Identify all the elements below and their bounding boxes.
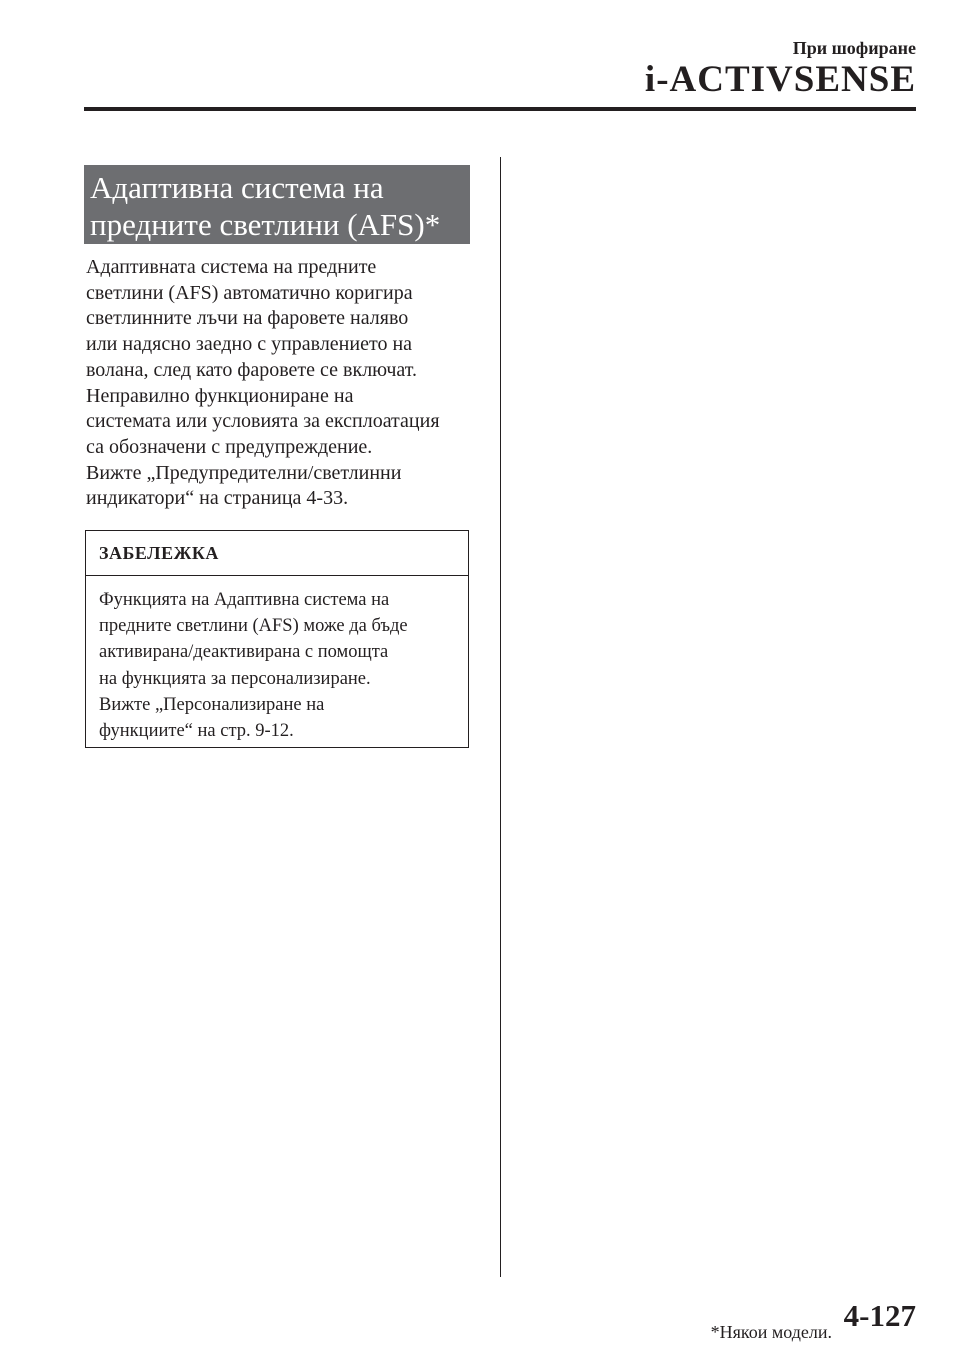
note-line: активирана/деактивирана с помощта [99, 642, 389, 663]
body-line: Неправилно функциониране на [86, 384, 354, 407]
header-rule [84, 107, 916, 111]
body-line: Адаптивната система на предните [86, 256, 377, 278]
body-line: системата или условията за експлоатация [86, 410, 440, 433]
note-line: Вижте „Персонализиране на [99, 694, 325, 715]
section-title-line-2: предните светлини (AFS)* [90, 207, 441, 242]
section-title-line-1: Адаптивна система на [90, 170, 384, 205]
section-title [84, 165, 470, 244]
body-line: Вижте „Предупредителни/светлинни [86, 461, 402, 484]
note-box [85, 530, 469, 748]
column-divider [500, 157, 501, 1277]
footer-footnote: *Някои модели. [710, 1322, 832, 1342]
body-line: волана, след като фаровете се включат. [86, 358, 418, 381]
note-line: предните светлини (AFS) може да бъде [99, 616, 408, 637]
body-line: светлинните лъчи на фаровете наляво [86, 307, 409, 330]
body-paragraph [86, 255, 476, 512]
body-line: са обозначени с предупреждение. [86, 435, 373, 458]
note-text [86, 576, 468, 744]
note-title: ЗАБЕЛЕЖКА [86, 531, 468, 576]
body-line: светлини (AFS) автоматично коригира [86, 281, 413, 304]
body-line: или надясно заедно с управлението на [86, 333, 413, 356]
running-header-chapter: i-ACTIVSENSE [644, 59, 916, 100]
note-line: функциите“ на стр. 9-12. [99, 721, 294, 742]
note-line: на функцията за персонализиране. [99, 668, 371, 689]
running-header-section: При шофиране [792, 38, 916, 58]
page-number: 4-127 [843, 1298, 916, 1333]
note-line: Функцията на Адаптивна система на [99, 590, 390, 610]
body-line: индикатори“ на страница 4-33. [86, 487, 349, 510]
